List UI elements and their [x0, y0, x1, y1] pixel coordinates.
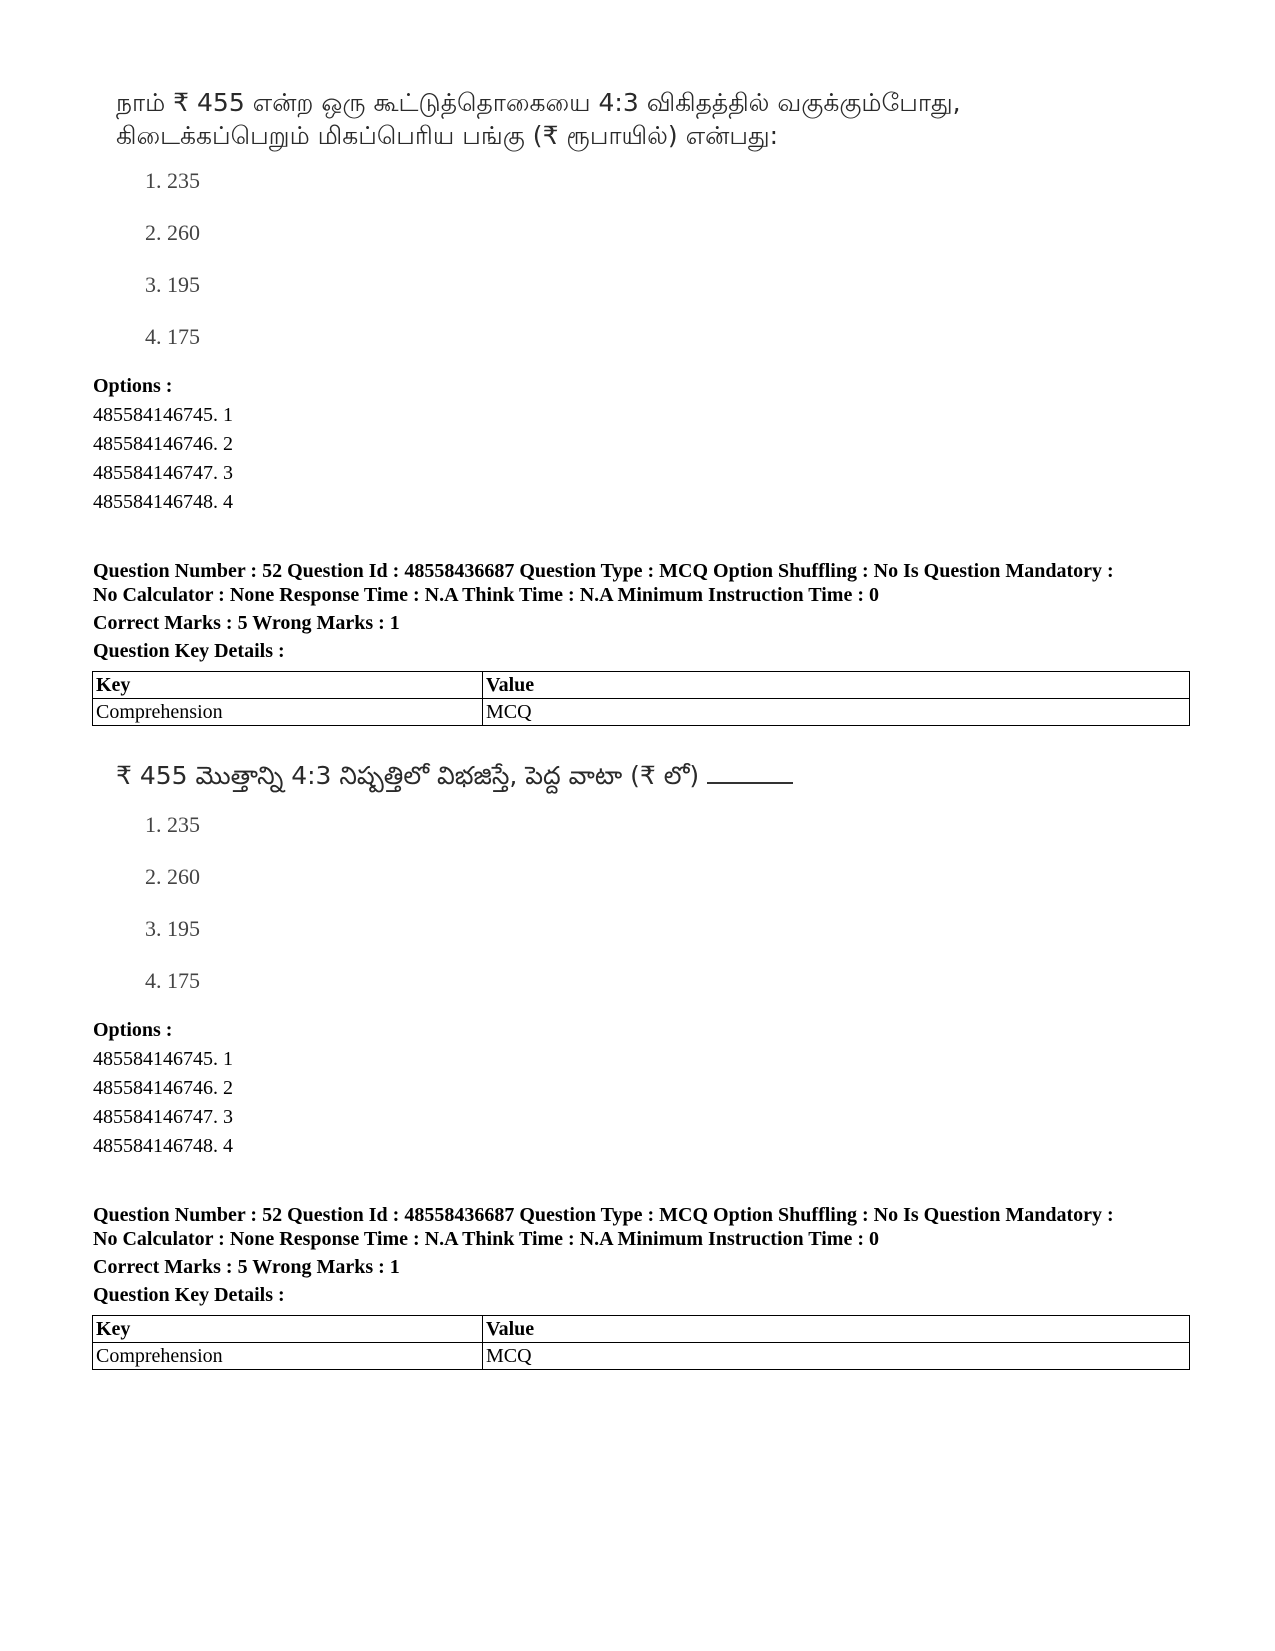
options-label: Options :	[93, 1019, 173, 1041]
option-item: 485584146746. 2	[93, 1077, 233, 1099]
option-item: 485584146745. 1	[93, 404, 233, 426]
key-details-table	[92, 671, 1190, 726]
table-cell-key: Comprehension	[93, 699, 483, 726]
table-cell-value: MCQ	[483, 699, 1190, 726]
meta-line2: No Calculator : None Response Time : N.A Think Time : N.A Minimum Instruction Time : 0	[93, 584, 879, 606]
table-header-value: Value	[483, 1316, 1190, 1343]
image-option: 4. 175	[145, 324, 200, 349]
options-list	[93, 1045, 233, 1161]
question-image-tamil	[116, 86, 961, 152]
table-row	[93, 699, 1190, 726]
image-option: 1. 235	[145, 812, 200, 837]
option-item: 485584146746. 2	[93, 433, 233, 455]
table-header-key: Key	[93, 672, 483, 699]
options-label: Options :	[93, 375, 173, 397]
question-text-line2: கிடைக்கப்பெறும் மிகப்பெரிய பங்கு (₹ ரூபாயில்) என்பது:	[116, 121, 779, 150]
image-option: 3. 195	[145, 272, 200, 297]
option-item: 485584146745. 1	[93, 1048, 233, 1070]
options-list	[93, 401, 233, 517]
image-option: 3. 195	[145, 916, 200, 941]
question-text-line1: நாம் ₹ 455 என்ற ஒரு கூட்டுத்தொகையை 4:3 விகிதத்தில் வகுக்கும்போது,	[116, 88, 961, 117]
question-meta	[93, 1203, 1203, 1251]
image-option: 1. 235	[145, 168, 200, 193]
table-header-key: Key	[93, 1316, 483, 1343]
option-item: 485584146748. 4	[93, 491, 233, 513]
key-details-label: Question Key Details :	[93, 640, 285, 662]
table-header-value: Value	[483, 672, 1190, 699]
key-details-table	[92, 1315, 1190, 1370]
table-cell-key: Comprehension	[93, 1343, 483, 1370]
image-option: 2. 260	[145, 220, 200, 245]
option-item: 485584146748. 4	[93, 1135, 233, 1157]
key-details-label: Question Key Details :	[93, 1284, 285, 1306]
table-header-row	[93, 1316, 1190, 1343]
table-cell-value: MCQ	[483, 1343, 1190, 1370]
meta-line1: Question Number : 52 Question Id : 48558436687 Question Type : MCQ Option Shuffling : No Is Question Mandatory :	[93, 1204, 1114, 1226]
answer-blank	[707, 764, 793, 784]
table-header-row	[93, 672, 1190, 699]
image-option: 2. 260	[145, 864, 200, 889]
question-meta	[93, 559, 1203, 607]
image-option: 4. 175	[145, 968, 200, 993]
marks-line: Correct Marks : 5 Wrong Marks : 1	[93, 1256, 400, 1278]
meta-line2: No Calculator : None Response Time : N.A Think Time : N.A Minimum Instruction Time : 0	[93, 1228, 879, 1250]
table-row	[93, 1343, 1190, 1370]
marks-line: Correct Marks : 5 Wrong Marks : 1	[93, 612, 400, 634]
question-image-telugu	[116, 759, 793, 792]
option-item: 485584146747. 3	[93, 1106, 233, 1128]
question-text-line1: ₹ 455 మొత్తాన్ని 4:3 నిష్పత్తిలో విభజిస్తే, పెద్ద వాటా (₹ లో)	[116, 761, 700, 790]
meta-line1: Question Number : 52 Question Id : 48558436687 Question Type : MCQ Option Shuffling : No Is Question Mandatory :	[93, 560, 1114, 582]
option-item: 485584146747. 3	[93, 462, 233, 484]
